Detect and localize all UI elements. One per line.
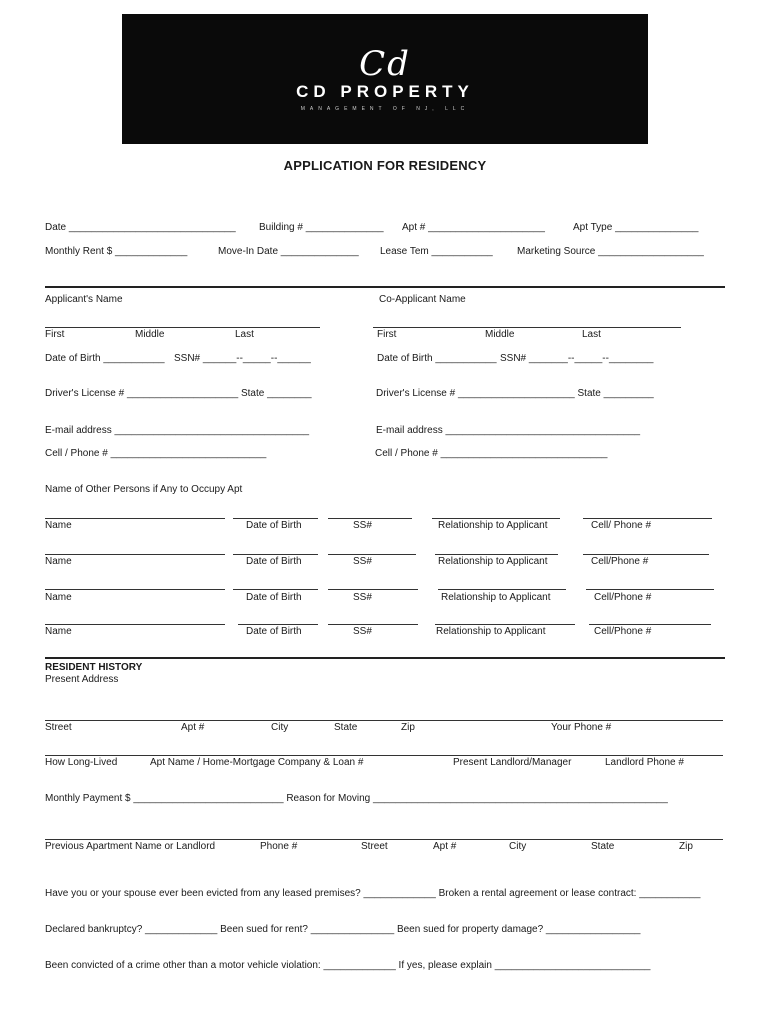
- occupant-relationship-label: Relationship to Applicant: [436, 626, 546, 637]
- coapplicant-last-label: Last: [582, 329, 601, 340]
- coapplicant-cell-field[interactable]: Cell / Phone # ______________________________: [375, 448, 608, 459]
- apt-label: Apt #: [181, 722, 205, 733]
- occupant-dob-label: Date of Birth: [246, 556, 302, 567]
- eviction-question[interactable]: Have you or your spouse ever been evicted from any leased premises? _____________ Broken a rental agreement or lease contract: ___________: [45, 888, 701, 899]
- occupant-relationship-label: Relationship to Applicant: [438, 556, 548, 567]
- occupant-dob-label: Date of Birth: [246, 626, 302, 637]
- occupant-dob-label: Date of Birth: [246, 520, 302, 531]
- section-divider: [45, 286, 725, 288]
- occupant-relationship-label: Relationship to Applicant: [438, 520, 548, 531]
- occupant-phone-label: Cell/ Phone #: [591, 520, 652, 531]
- occupant-name-line[interactable]: [45, 624, 225, 625]
- coapplicant-email-field[interactable]: E-mail address ___________________________________: [376, 425, 641, 436]
- conviction-question[interactable]: Been convicted of a crime other than a motor vehicle violation: _____________ If yes, please explain ____________________________: [45, 960, 651, 971]
- occupant-phone-label: Cell/Phone #: [594, 626, 652, 637]
- occupant-relationship-line[interactable]: [438, 589, 566, 590]
- occupant-name-label: Name: [45, 520, 72, 531]
- occupant-name-label: Name: [45, 592, 72, 603]
- present-landlord-label: Present Landlord/Manager: [453, 757, 572, 768]
- occupant-name-line[interactable]: [45, 554, 225, 555]
- applicant-last-label: Last: [235, 329, 254, 340]
- applicant-cell-field[interactable]: Cell / Phone # ____________________________: [45, 448, 267, 459]
- apt-type-field[interactable]: Apt Type _______________: [573, 222, 699, 233]
- occupant-dob-line[interactable]: [238, 624, 318, 625]
- applicant-name-line[interactable]: [45, 327, 320, 328]
- mortgage-company-label: Apt Name / Home-Mortgage Company & Loan #: [150, 757, 364, 768]
- how-long-label: How Long-Lived: [45, 757, 118, 768]
- marketing-source-field[interactable]: Marketing Source ___________________: [517, 246, 704, 257]
- monthly-payment-field[interactable]: Monthly Payment $ ___________________________ Reason for Moving _____________________________________________________: [45, 793, 668, 804]
- occupant-ss-label: SS#: [353, 520, 372, 531]
- resident-history-heading: RESIDENT HISTORY: [45, 662, 143, 673]
- coapplicant-license-field[interactable]: Driver's License # _____________________ State _________: [376, 388, 654, 399]
- zip-label: Zip: [401, 722, 415, 733]
- coapplicant-dob-field[interactable]: Date of Birth ___________: [377, 353, 497, 364]
- occupant-relationship-line[interactable]: [435, 624, 575, 625]
- apt-field[interactable]: Apt # _____________________: [402, 222, 545, 233]
- occupant-phone-label: Cell/Phone #: [591, 556, 649, 567]
- occupant-name-line[interactable]: [45, 518, 225, 519]
- occupant-phone-label: Cell/Phone #: [594, 592, 652, 603]
- move-in-date-field[interactable]: Move-In Date ______________: [218, 246, 359, 257]
- occupant-dob-line[interactable]: [233, 589, 318, 590]
- occupant-dob-line[interactable]: [233, 518, 318, 519]
- monthly-rent-field[interactable]: Monthly Rent $ _____________: [45, 246, 188, 257]
- bankruptcy-question[interactable]: Declared bankruptcy? _____________ Been sued for rent? _______________ Been sued for property damage? _________________: [45, 924, 641, 935]
- coapplicant-middle-label: Middle: [485, 329, 515, 340]
- occupant-relationship-label: Relationship to Applicant: [441, 592, 551, 603]
- occupant-ss-line[interactable]: [328, 589, 418, 590]
- applicant-ssn-field[interactable]: SSN# ______--_____--______: [174, 353, 311, 364]
- company-logo: [122, 14, 648, 144]
- present-address-line[interactable]: [45, 720, 723, 721]
- date-field[interactable]: Date ______________________________: [45, 222, 236, 233]
- applicant-heading: Applicant's Name: [45, 294, 123, 305]
- lease-term-field[interactable]: Lease Tem ___________: [380, 246, 493, 257]
- occupant-phone-line[interactable]: [586, 589, 714, 590]
- occupant-ss-label: SS#: [353, 556, 372, 567]
- occupant-name-line[interactable]: [45, 589, 225, 590]
- section-divider: [45, 657, 725, 659]
- applicant-license-field[interactable]: Driver's License # ____________________ State ________: [45, 388, 312, 399]
- coapplicant-name-line[interactable]: [373, 327, 681, 328]
- prev-city-label: City: [509, 841, 527, 852]
- occupant-ss-label: SS#: [353, 592, 372, 603]
- present-address-subheading: Present Address: [45, 674, 119, 685]
- occupant-phone-line[interactable]: [583, 518, 712, 519]
- state-label: State: [334, 722, 358, 733]
- logo-subtitle: MANAGEMENT OF NJ, LLC: [300, 106, 470, 112]
- city-label: City: [271, 722, 289, 733]
- occupant-relationship-line[interactable]: [432, 518, 560, 519]
- occupant-dob-label: Date of Birth: [246, 592, 302, 603]
- prev-phone-label: Phone #: [260, 841, 298, 852]
- applicant-middle-label: Middle: [135, 329, 165, 340]
- prev-state-label: State: [591, 841, 615, 852]
- prev-zip-label: Zip: [679, 841, 693, 852]
- landlord-phone-label: Landlord Phone #: [605, 757, 684, 768]
- residence-details-line[interactable]: [45, 755, 723, 756]
- previous-apartment-line[interactable]: [45, 839, 723, 840]
- prev-street-label: Street: [361, 841, 388, 852]
- logo-script: Cd: [359, 44, 411, 84]
- occupant-name-label: Name: [45, 626, 72, 637]
- previous-apartment-label: Previous Apartment Name or Landlord: [45, 841, 216, 852]
- building-field[interactable]: Building # ______________: [259, 222, 384, 233]
- occupant-ss-line[interactable]: [328, 518, 412, 519]
- logo-brand: CD PROPERTY: [296, 82, 474, 101]
- occupant-phone-line[interactable]: [583, 554, 709, 555]
- occupant-ss-line[interactable]: [328, 554, 416, 555]
- applicant-email-field[interactable]: E-mail address ___________________________________: [45, 425, 310, 436]
- occupant-dob-line[interactable]: [233, 554, 318, 555]
- occupant-phone-line[interactable]: [589, 624, 711, 625]
- applicant-dob-field[interactable]: Date of Birth ___________: [45, 353, 165, 364]
- street-label: Street: [45, 722, 72, 733]
- coapplicant-first-label: First: [377, 329, 397, 340]
- coapplicant-ssn-field[interactable]: SSN# _______--_____--________: [500, 353, 654, 364]
- occupant-name-label: Name: [45, 556, 72, 567]
- prev-apt-label: Apt #: [433, 841, 457, 852]
- occupant-relationship-line[interactable]: [435, 554, 558, 555]
- occupants-heading: Name of Other Persons if Any to Occupy Apt: [45, 484, 243, 495]
- form-title: APPLICATION FOR RESIDENCY: [283, 158, 487, 173]
- applicant-first-label: First: [45, 329, 65, 340]
- coapplicant-heading: Co-Applicant Name: [379, 294, 466, 305]
- your-phone-label: Your Phone #: [551, 722, 612, 733]
- occupant-ss-line[interactable]: [328, 624, 418, 625]
- occupant-ss-label: SS#: [353, 626, 372, 637]
